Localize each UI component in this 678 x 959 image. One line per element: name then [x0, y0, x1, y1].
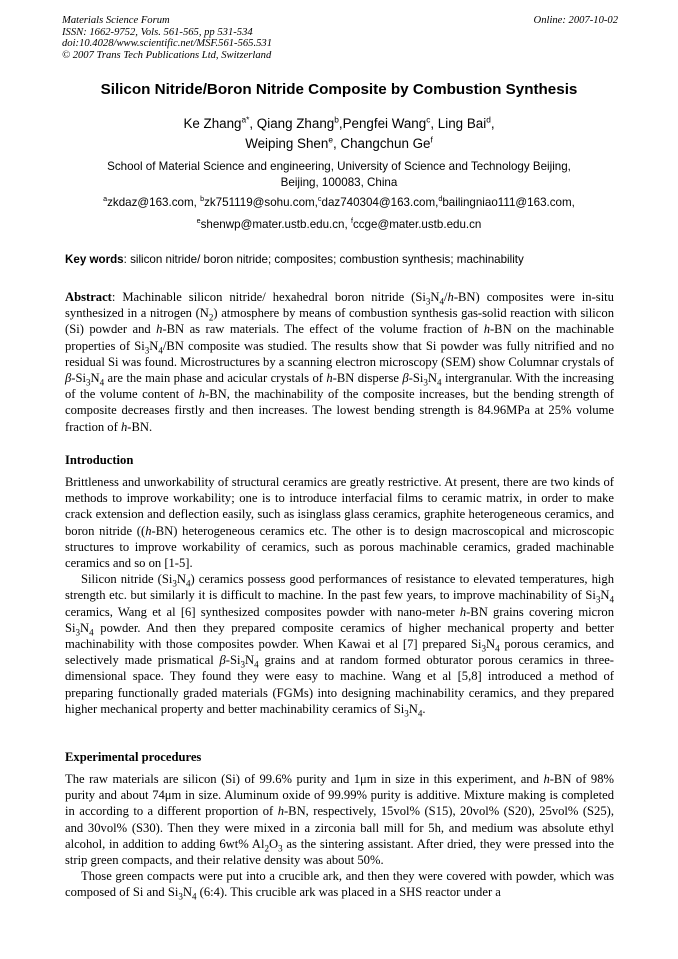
paper-title: Silicon Nitride/Boron Nitride Composite by Combustion Synthesis	[100, 81, 578, 98]
section-heading-experimental: Experimental procedures	[65, 750, 202, 764]
journal-header	[62, 15, 618, 61]
online-date: Online: 2007-10-02	[533, 15, 618, 26]
abstract: Abstract: Machinable silicon nitride/ hexahedral boron nitride $(Si_3N_4/h-BN)$ composites were in-situ synthesized in a nitrogen $(N_2)$ atmosphere by means of combustion synthesis gas-solid reaction with silicon (Si) powder and h-BN as raw materials. The effect of the volume fraction of h-BN on the machinable properties of $Si_3N_4/BN$ composite was studied. The results show that Si powder was fully nitrified and no residual Si was found. Microstructures by a scanning electron microscopy (SEM) show Columnar crystals of $\beta-Si_3N_4$ are the main phase and acicular crystals of h-BN disperse $\beta-Si_3N_4$ intergranular. With the increasing of the volume content of h-BN, the machinability of the composite increases, but the bending strength of composite decreases firstly and then increases. The lowest bending strength is 84.96MPa at 25% volume fraction of h-BN.	[65, 290, 614, 434]
experimental-text	[65, 771, 614, 901]
paragraph: Those green compacts were put into a crucible ark, and then they were covered with powder, which was composed of Si and $Si_3N_4$ (6:4). This crucible ark was placed in a SHS reactor under a	[65, 869, 614, 902]
author-emails: $^a$zkdaz@163.com, $^b$zk751119@sohu.com,$^c$daz740304@163.com,$^d$bailingniao111@163.com, $^e$shenwp@mater.ustb.edu.cn, $^f$ccge@mater.ustb.edu.cn	[103, 194, 575, 231]
introduction-text	[65, 474, 614, 717]
doi-line: doi:10.4028/www.scientific.net/MSF.561-565.531	[62, 38, 272, 50]
section-heading-introduction: Introduction	[65, 453, 134, 467]
affiliation: School of Material Science and engineering, University of Science and Technology Beijing, Beijing, 100083, China	[107, 160, 571, 189]
paragraph: The raw materials are silicon (Si) of 99.6% purity and 1μm in size in this experiment, and h-BN of 98% purity and about 74μm in size. Aluminum oxide of 99.99% purity is additive. Mixture making is completed in according to a different proportion of h-BN, respectively, 15vol% (S15), 20vol% (S20), 25vol% (S25), and 30vol% (S30). Then they were mixed in a zirconia ball mill for 5h, and medium was absolute ethyl alcohol, in addition to adding 6wt% $Al_2O_3$ as the sintering assistant. After dried, they were pressed into the strip green compacts, and their relative density was about 50%.	[65, 772, 615, 868]
author-list: Ke Zhang$^{a*}$, Qiang Zhang$^b$,Pengfei Wang$^c$, Ling Bai$^d$, Weiping Shen$^e$, Changchun Ge$^f$	[183, 114, 495, 151]
issn-line: ISSN: 1662-9752, Vols. 561-565, pp 531-534	[62, 26, 253, 38]
copyright-line: © 2007 Trans Tech Publications Ltd, Switzerland	[62, 49, 272, 61]
paragraph: Silicon nitride $(Si_3N_4)$ ceramics possess good performances of resistance to elevated temperatures, high strength etc. but similarly it is difficult to machine. In the past few years, to improve machinability of $Si_3N_4$ ceramics, Wang et al [6] synthesized composites powder with nano-meter h-BN grains covering micron $Si_3N_4$ powder. And then they prepared composite ceramics of higher mechanical property and better machinability with those composites powder. When Kawai et al [7] prepared $Si_3N_4$ porous ceramics, and selectively made prismatical $\beta-Si_3N_4$ grains and at random formed obturator porous ceramics in three-dimensional space. They found they were easy to machine. Wang et al [5,8] introduced a method of preparing functionally graded materials (FGMs) into designing machinability ceramics, and they prepared higher mechanical property and better machinability ceramics of $Si_3N_4$.	[65, 572, 614, 719]
keywords: Key words: silicon nitride/ boron nitride; composites; combustion synthesis; machinability	[65, 253, 524, 266]
journal-name: Materials Science Forum	[62, 15, 170, 26]
paragraph: Brittleness and unworkability of structural ceramics are greatly restrictive. At present, there are two kinds of methods to improve workability; one is to introduce interfacial films to ceramic matrix, in order to make crack extension and deflection easily, such as isinglass glass ceramics, graphite heterogeneous ceramics, and boron nitride ((h-BN) heterogeneous ceramics etc. The other is to design macroscopical and microscopic structures to improve workability of ceramics, such as porous machinable ceramics, graded machinable ceramics and so on [1-5].	[65, 475, 614, 571]
